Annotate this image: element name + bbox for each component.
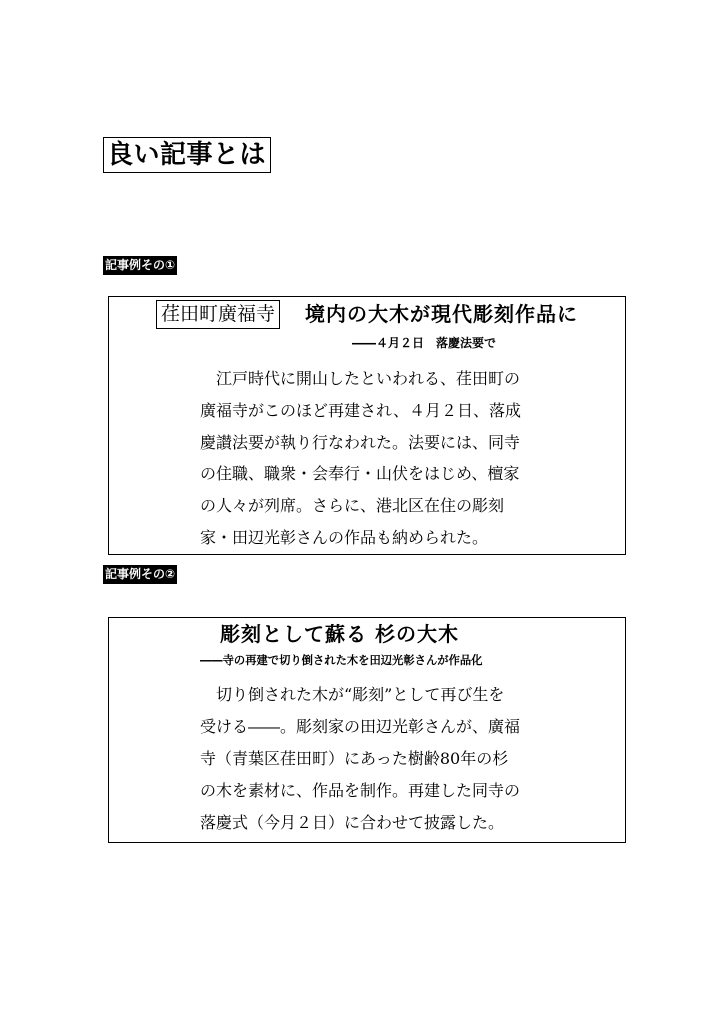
page-title: 良い記事とは (103, 137, 271, 173)
body-line: 寺（青葉区荏田町）にあった樹齢80年の杉 (200, 749, 509, 768)
body-line: の木を素材に、作品を制作。再建した同寺の (200, 781, 521, 800)
example-1-body (200, 363, 521, 554)
body-line: 受ける――。彫刻家の田辺光彰さんが、廣福 (200, 717, 521, 736)
body-line: 落慶式（今月２日）に合わせて披露した。 (200, 813, 505, 832)
body-line: の住職、職衆・会奉行・山伏をはじめ、檀家 (200, 464, 520, 484)
example-1-label: 記事例その① (103, 256, 177, 275)
body-line: の人々が列席。さらに、港北区在住の彫刻 (200, 496, 505, 516)
example-1-headline: 境内の大木が現代彫刻作品に (305, 302, 578, 326)
example-1-place-tag: 荏田町廣福寺 (156, 300, 280, 329)
example-2-label: 記事例その② (103, 565, 177, 584)
example-1-subheadline: ――４月２日 落慶法要で (352, 336, 497, 350)
body-line: 切り倒された木が“彫刻”として再び生を (200, 685, 505, 704)
body-line: 慶讃法要が執り行なわれた。法要には、同寺 (200, 432, 521, 452)
body-line: 家・田辺光彰さんの作品も納められた。 (200, 527, 489, 547)
example-2-subheadline: ――寺の再建で切り倒された木を田辺光彰さんが作品化 (200, 654, 483, 667)
body-line: 廣福寺がこのほど再建され、４月２日、落成 (200, 400, 521, 420)
example-2-headline: 彫刻として蘇る 杉の大木 (220, 622, 459, 646)
body-line: 江戸時代に開山したといわれる、荏田町の (200, 369, 521, 388)
example-2-body (200, 679, 520, 839)
